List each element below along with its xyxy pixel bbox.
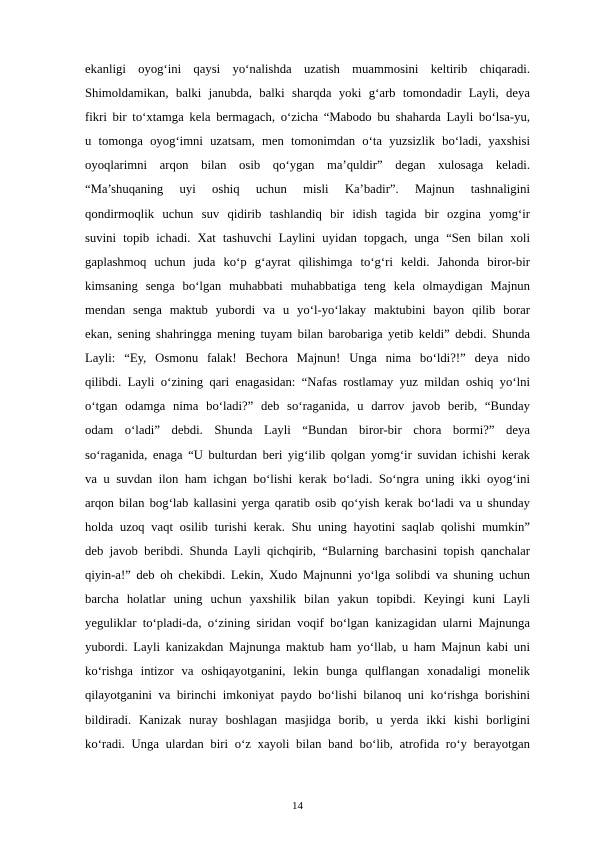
text-line: qondirmoqlik uchun suv qidirib tashlandiq bir idish tagida bir ozgina yomg‘ir bbox=[85, 206, 530, 221]
text-line: kimsaning senga bo‘lgan muhabbati muhabbatiga teng kela olmaydigan Majnun bbox=[85, 278, 530, 293]
text-line: arqon bilan bog‘lab kallasini yerga qaratib osib qo‘yish kerak bo‘ladi va u shunday bbox=[85, 495, 530, 510]
text-line: holda uzoq vaqt osilib turishi kerak. Shu uning hayotini saqlab qolishi mumkin” bbox=[85, 519, 530, 534]
text-line: u tomonga oyog‘imni uzatsam, men tomonimdan o‘ta yuzsizlik bo‘ladi, yaxshisi bbox=[85, 134, 530, 149]
text-line: ko‘radi. Unga ulardan biri o‘z xayoli bilan band bo‘lib, atrofida ro‘y berayotgan bbox=[85, 736, 530, 751]
text-line: ko‘rishga intizor va oshiqayotganini, lekin bunga qulflangan xonadaligi monelik bbox=[85, 664, 530, 679]
text-line: yeguliklar to‘pladi-da, o‘zining siridan voqif bo‘lgan kanizagidan ularni Majnunga bbox=[85, 616, 530, 631]
text-line: oyoqlarimni arqon bilan osib qo‘ygan ma’quldir” degan xulosaga keladi. bbox=[85, 158, 530, 173]
page-number: 14 bbox=[292, 800, 303, 812]
text-line: qiyin-a!” deb oh chekibdi. Lekin, Xudo Majnunni yo‘lga solibdi va shuning uchun bbox=[85, 567, 530, 582]
text-line: mendan senga maktub yubordi va u yo‘l-yo‘lakay maktubini bayon qilib borar bbox=[85, 302, 530, 317]
text-line: Layli: “Ey, Osmonu falak! Bechora Majnun! Unga nima bo‘ldi?!” deya nido bbox=[85, 351, 530, 366]
text-line: o‘tgan odamga nima bo‘ladi?” deb so‘raganida, u darrov javob berib, “Bunday bbox=[85, 399, 530, 414]
text-line: deb javob beribdi. Shunda Layli qichqirib, “Bularning barchasini topish qanchalar bbox=[85, 543, 530, 558]
text-line: qilibdi. Layli o‘zining qari enagasidan: “Nafas rostlamay yuz mildan oshiq yo‘lni bbox=[85, 375, 530, 390]
text-line: fikri bir to‘xtamga kela bermagach, o‘zicha “Mabodo bu shaharda Layli bo‘lsa-yu, bbox=[85, 110, 530, 125]
text-line: va u suvdan ilon ham ichgan bo‘lishi kerak bo‘ladi. So‘ngra uning ikki oyog‘ini bbox=[85, 471, 530, 486]
text-line: suvini topib ichadi. Xat tashuvchi Laylini uyidan topgach, unga “Sen bilan xoli bbox=[85, 230, 530, 245]
text-line: ekan, sening shahringga mening tuyam bilan barobariga yetib keldi” debdi. Shunda bbox=[85, 327, 530, 342]
text-line: Shimoldamikan, balki janubda, balki sharqda yoki g‘arb tomondadir Layli, deya bbox=[85, 86, 530, 101]
text-line: bildiradi. Kanizak nuray boshlagan masjidga borib, u yerda ikki kishi borligini bbox=[85, 712, 530, 727]
text-line: qilayotganini va birinchi imkoniyat paydo bo‘lishi bilanoq uni ko‘rishga borishini bbox=[85, 688, 530, 703]
text-line: ekanligi oyog‘ini qaysi yo‘nalishda uzatish muammosini keltirib chiqaradi. bbox=[85, 62, 530, 76]
text-line: “Ma’shuqaning uyi oshiq uchun misli Ka’badir”. Majnun tashnaligini bbox=[85, 182, 530, 197]
text-line: barcha holatlar uning uchun yaxshilik bilan yakun topibdi. Keyingi kuni Layli bbox=[85, 592, 530, 607]
body-text bbox=[85, 57, 530, 756]
text-line: yubordi. Layli kanizakdan Majnunga maktub ham yo‘llab, u ham Majnun kabi uni bbox=[85, 640, 530, 655]
text-line: gaplashmoq uchun juda ko‘p g‘ayrat qilishimga to‘g‘ri keldi. Jahonda biror-bir bbox=[85, 254, 530, 269]
text-line: so‘raganida, enaga “U bulturdan beri yig‘ilib qolgan yomg‘ir suvidan ichishi kerak bbox=[85, 447, 530, 462]
text-line: odam o‘ladi” debdi. Shunda Layli “Bundan biror-bir chora bormi?” deya bbox=[85, 423, 530, 438]
